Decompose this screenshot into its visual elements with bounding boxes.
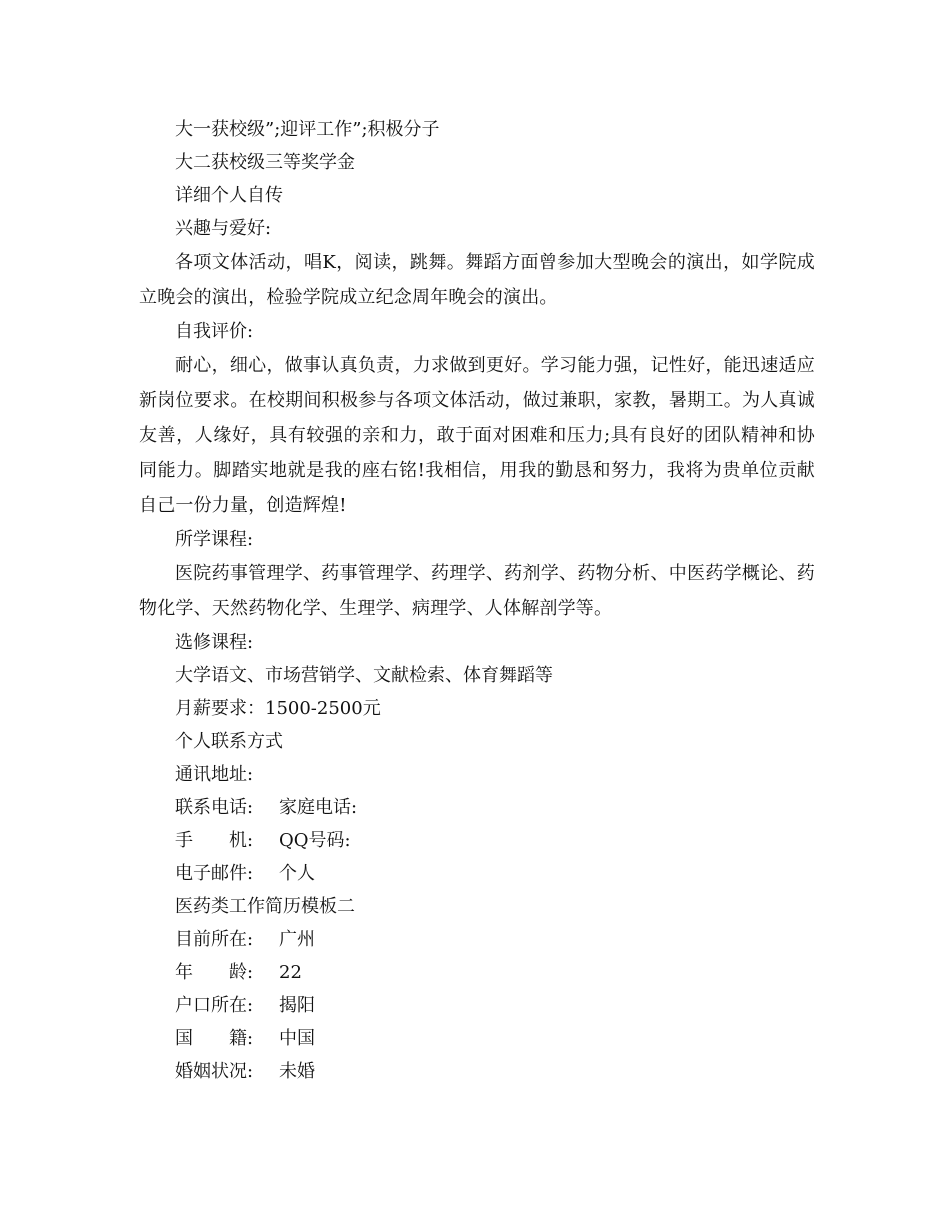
self-eval-heading: 自我评价: xyxy=(175,321,254,342)
hobbies-paragraph: 各项文体活动，唱K，阅读，跳舞。舞蹈方面曾参加大型晚会的演出，如学院成立晚会的演出，检验学院成立纪念周年晚会的演出。 xyxy=(139,252,815,308)
document-body xyxy=(139,113,815,1088)
home-phone-label: 家庭电话: xyxy=(279,797,358,818)
qq-label: QQ号码: xyxy=(279,830,351,851)
address-label: 通讯地址: xyxy=(175,764,254,785)
nationality-line xyxy=(139,1022,815,1055)
email-label: 电子邮件: xyxy=(175,863,254,884)
award-line-1: 大一获校级”;迎评工作”;积极分子 xyxy=(175,119,440,140)
award-line-2: 大二获校级三等奖学金 xyxy=(175,152,355,173)
hobbies-heading: 兴趣与爱好: xyxy=(175,218,272,239)
location-label: 目前所在: xyxy=(175,929,254,950)
nationality-value: 中国 xyxy=(279,1028,315,1049)
salary-line: 月薪要求：1500-2500元 xyxy=(175,698,381,719)
marital-label: 婚姻状况: xyxy=(175,1061,254,1082)
courses-paragraph: 医院药事管理学、药事管理学、药理学、药剂学、药物分析、中医药学概论、药物化学、天然药物化学、生理学、病理学、人体解剖学等。 xyxy=(139,563,815,619)
contact-heading: 个人联系方式 xyxy=(175,731,283,752)
email-line xyxy=(139,857,815,890)
marital-value: 未婚 xyxy=(279,1061,315,1082)
self-eval-paragraph: 耐心，细心，做事认真负责，力求做到更好。学习能力强，记性好，能迅速适应新岗位要求。在校期间积极参与各项文体活动，做过兼职，家教，暑期工。为人真诚友善，人缘好，具有较强的亲和力，敢于面对困难和压力;具有良好的团队精神和协同能力。脚踏实地就是我的座右铭!我相信，用我的勤恳和努力，我将为贵单位贡献自己一份力量，创造辉煌! xyxy=(139,355,815,516)
hukou-label: 户口所在: xyxy=(175,995,254,1016)
mobile-label: 手 机: xyxy=(175,830,254,851)
phone-label: 联系电话: xyxy=(175,797,254,818)
nationality-label: 国 籍: xyxy=(175,1028,254,1049)
hukou-value: 揭阳 xyxy=(279,995,315,1016)
courses-heading: 所学课程: xyxy=(175,529,254,550)
age-line xyxy=(139,956,815,989)
electives-heading: 选修课程: xyxy=(175,632,254,653)
mobile-line xyxy=(139,824,815,857)
location-line xyxy=(139,923,815,956)
location-value: 广州 xyxy=(279,929,315,950)
marital-line xyxy=(139,1055,815,1088)
phone-line xyxy=(139,791,815,824)
age-value: 22 xyxy=(279,962,302,983)
electives-line: 大学语文、市场营销学、文献检索、体育舞蹈等 xyxy=(175,665,553,686)
address-line xyxy=(139,758,815,791)
hukou-line xyxy=(139,989,815,1022)
bio-heading: 详细个人自传 xyxy=(175,185,283,206)
age-label: 年 龄: xyxy=(175,962,254,983)
template2-heading: 医药类工作简历模板二 xyxy=(175,896,355,917)
personal-label: 个人 xyxy=(279,863,315,884)
